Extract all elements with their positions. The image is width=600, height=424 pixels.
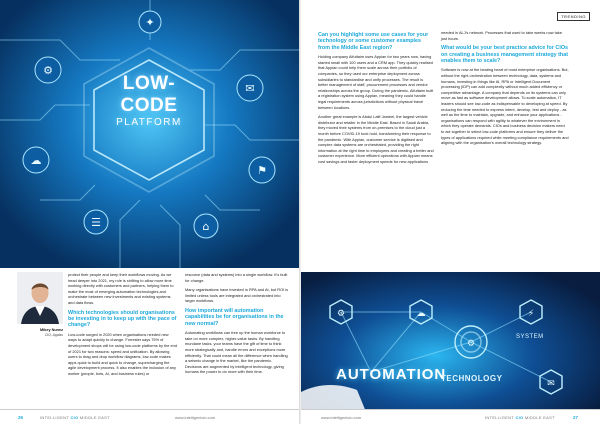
left-column-1 (68, 272, 178, 381)
right-page-footer (301, 409, 600, 424)
person-photo-icon (17, 272, 63, 324)
left-page (0, 0, 299, 424)
body-paragraph: protect their people and keep their workflows moving. As we head deeper into 2021, my role is shifting to allow more time working directly with customers and partners, helping them to make the most of emerging automation technologies and orchestrate between new investments and existing systems and data flows. (68, 272, 174, 305)
body-paragraph: needed in ALJ's network. Processes that used to take weeks now take just hours. (441, 30, 562, 41)
page-number: 26 (18, 415, 24, 420)
svg-text:⌂: ⌂ (202, 220, 210, 233)
body-paragraph: resource (data and systems) into a single workflow. It's built for change. (185, 272, 288, 283)
body-paragraph: Another great example is Abdul Latif Jameel, the largest vehicle distributor and retailer in the Middle East. Based in Saudi Arabia, they moved their systems from on-premises to the cloud just a month before COVID-19 took hold, transforming their response to the pandemic. With Appian, customer service is digitised and complex data systems are orchestrated, providing the right information at the right time to employees and creating a better and customer experience. More efficient operations with Appian means cost savings and faster deployment speeds for new applications (318, 114, 434, 164)
avatar (17, 272, 63, 324)
mag-cio: CIO (70, 415, 79, 420)
hero-title: LOW-CODE (120, 73, 178, 116)
svg-text:✉: ✉ (245, 82, 255, 95)
body-paragraph: Low-code surged in 2020 when organisations needed new ways to adapt quickly to change. Forrester says 75% of development shops will be using low-code platforms by the end of 2021 for two reasons: speed and unification. By allowing users to drag and drop workflow diagrams, low-code makes apps quick to build and quick to change, supercharging the agile development process. It also enables the inclusion of any worker (people, bots, AI, and business rules) or (68, 331, 177, 376)
question-heading: How important will automation capabilities be for organisations in the new normal? (185, 307, 284, 327)
automation-network-icon (301, 272, 600, 424)
mag-region: MIDDLE EAST (524, 415, 555, 420)
mag-brand: INTELLIGENT (40, 415, 70, 420)
svg-text:⚙: ⚙ (466, 339, 476, 349)
svg-text:⚡: ⚡ (527, 309, 535, 319)
magazine-name (485, 415, 555, 420)
section-tag: TRENDING (557, 12, 590, 21)
technology-label: TECHNOLOGY (441, 374, 503, 383)
question-heading: Which technologies should organisations be investing in to keep up with the pace of change? (68, 309, 177, 329)
svg-text:⚙: ⚙ (43, 64, 53, 77)
website-url[interactable]: www.intelligentcio.com (175, 415, 216, 420)
svg-text:☁: ☁ (30, 154, 42, 167)
mag-brand: INTELLIGENT (485, 415, 515, 420)
svg-text:⚑: ⚑ (257, 164, 267, 177)
automation-label: AUTOMATION (336, 366, 447, 383)
low-code-hero-image (0, 0, 299, 268)
body-paragraph: Holding company Alfuttaim uses Appian for two years now, having started small with 100 users and a CRM app. They quickly realised that Appian could help them scale across their portfolio of companies, so they used our enterprise deployment across subsidiaries to standardise and unify processes. The result is better management of staff, procurement processes and vendor relationships across the group. During the pandemic, Alfuttaim built a registration system using Appian, meaning they could handle legal requirements across jurisdictions without physical travel between locations. (318, 54, 434, 110)
body-paragraph: Software is now at the beating heart of most enterprise organisations. But, without the right orchestration between technology, data, systems and humans, investing in things like AI, RPA or Intelligent Document processing (IDP) can add complexity without much added efficiency or competitive advantage. A company that depends on its systems can only move as fast as software development allows. To scale automation, IT leaders should see low-code as indispensable to developing at speed. By reducing the time needed to express intent, develop, test and deploy - as well as the time to maintain, upgrade, and enhance your applications - organisations can respond with agility to whatever the environment in which they operate demands. CIOs and business decision makers need to act together to select low-code platforms and ensure they deliver the types of applications required while meeting compliance requirements and aligning with the organisation's overall technology strategy. (441, 67, 569, 146)
automation-hero-image (301, 272, 600, 424)
mag-region: MIDDLE EAST (79, 415, 110, 420)
person-role: CIO, Applas (44, 333, 63, 337)
right-column-1 (318, 30, 434, 169)
hero-subtitle: PLATFORM (116, 117, 182, 128)
body-paragraph: Automating workflows can free up the human workforce to take on more complex, higher-value tasks. By handling mundane tasks, your teams have the gift of time to think more strategically and, handle errors and exceptions more efficiently. That could mean all the difference when handling a seismic change in the market, like the pandemic. Decisions are augmented by intelligent technology, giving humans the power to do more with their time. (185, 330, 288, 375)
left-column-2 (185, 272, 290, 379)
svg-text:✦: ✦ (145, 16, 155, 29)
body-paragraph: Many organisations have invested in RPA and AI, but ROI is limited unless tools are integrated and orchestrated into larger workflows. (185, 287, 289, 304)
right-page (301, 0, 600, 424)
question-heading: Can you highlight some use cases for your technology or some customer examples from the Middle East region? (318, 32, 429, 51)
question-heading: What would be your best practice advice for CIOs on creating a business management strategy that enables them to scale? (441, 45, 569, 64)
svg-text:⚙: ⚙ (336, 309, 346, 319)
svg-text:☁: ☁ (416, 309, 426, 319)
magazine-name (40, 415, 110, 420)
mag-cio: CIO (515, 415, 524, 420)
person-name: Mikey Nunez (40, 328, 63, 332)
page-number: 27 (573, 415, 579, 420)
website-url[interactable]: www.intelligentcio.com (321, 415, 362, 420)
right-column-2 (441, 30, 569, 150)
low-code-badge (96, 73, 202, 139)
system-label: SYSTEM (516, 334, 544, 340)
svg-text:✉: ✉ (547, 379, 555, 389)
svg-text:☰: ☰ (91, 216, 101, 229)
executive-portrait (17, 272, 63, 352)
left-page-footer (0, 409, 299, 424)
